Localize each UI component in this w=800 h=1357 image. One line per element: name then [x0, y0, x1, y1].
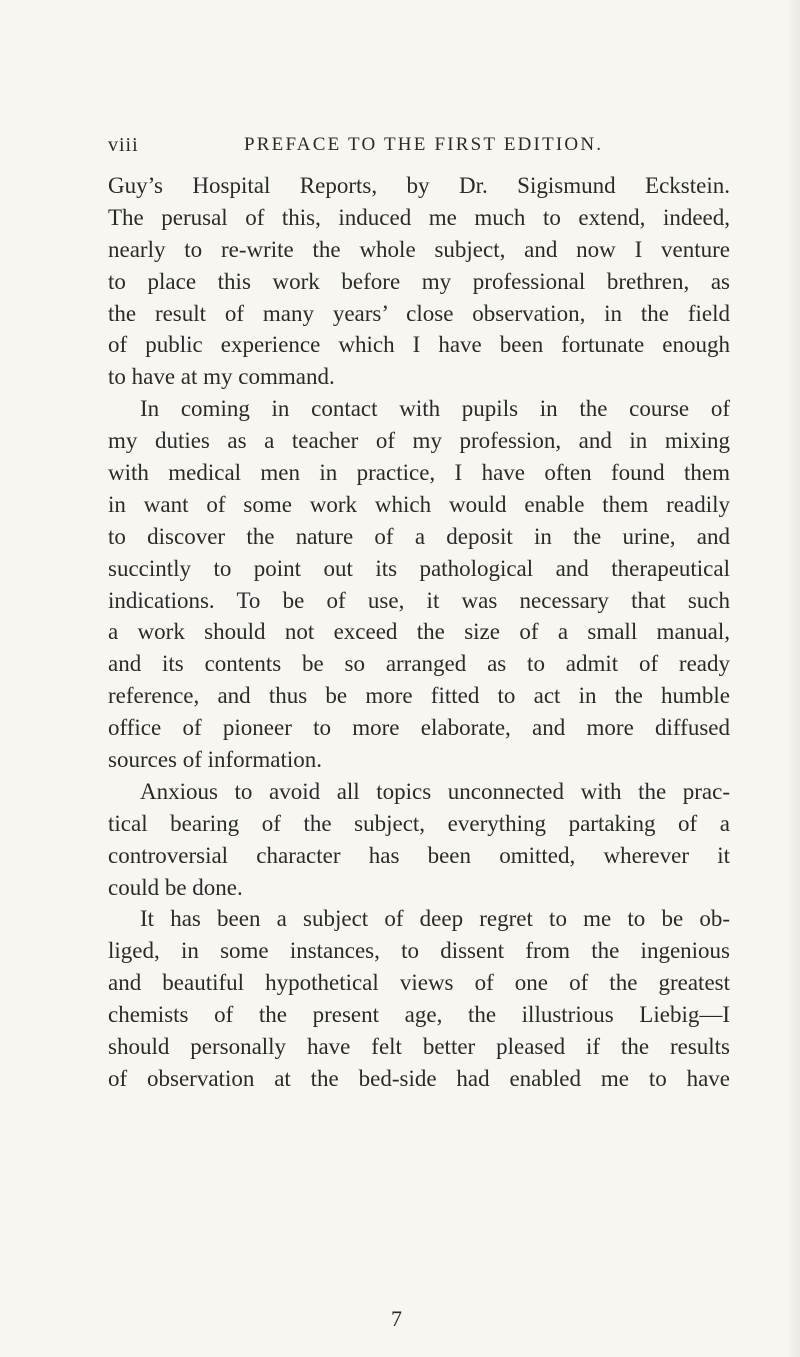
- text-line: Anxious to avoid all topics unconnected with the prac-: [140, 778, 730, 804]
- text-line: controversial character has been omitted, wherever it: [108, 842, 730, 868]
- text-line: should personally have felt better pleased if the results: [108, 1034, 730, 1060]
- text-line: liged, in some instances, to dissent from the ingenious: [108, 938, 730, 964]
- text-line: in want of some work which would enable them readily: [108, 491, 730, 517]
- text-line: succintly to point out its pathological and therapeutical: [108, 555, 730, 581]
- text-line: to have at my command.: [108, 364, 335, 390]
- page-edge-shadow: [786, 0, 800, 1357]
- text-line: It has been a subject of deep regret to me to be ob-: [140, 906, 730, 932]
- page-number: viii: [108, 134, 139, 156]
- body-text: [108, 170, 730, 1095]
- text-line: could be done.: [108, 874, 243, 900]
- text-line: Guy’s Hospital Reports, by Dr. Sigismund Eckstein.: [108, 173, 730, 198]
- text-line: with medical men in practice, I have often found them: [108, 460, 730, 486]
- text-line: and its contents be so arranged as to admit of ready: [108, 651, 730, 677]
- text-line: and beautiful hypothetical views of one of the greatest: [108, 970, 730, 996]
- text-line: The perusal of this, induced me much to extend, indeed,: [108, 204, 730, 230]
- running-title: PREFACE TO THE FIRST EDITION.: [244, 134, 604, 155]
- text-line: of public experience which I have been fortunate enough: [108, 332, 730, 358]
- text-line: to discover the nature of a deposit in the urine, and: [108, 523, 730, 549]
- text-line: sources of information.: [108, 747, 322, 773]
- text-line: the result of many years’ close observation, in the field: [108, 300, 730, 326]
- text-line: In coming in contact with pupils in the course of: [140, 396, 730, 422]
- signature-mark: 7: [391, 1306, 402, 1331]
- text-line: a work should not exceed the size of a small manual,: [108, 619, 730, 645]
- text-line: my duties as a teacher of my profession, and in mixing: [108, 428, 730, 454]
- text-line: office of pioneer to more elaborate, and more diffused: [108, 715, 730, 741]
- text-line: tical bearing of the subject, everything partaking of a: [108, 810, 730, 836]
- text-line: to place this work before my professional brethren, as: [108, 268, 730, 294]
- text-line: nearly to re-write the whole subject, and now I venture: [108, 236, 730, 262]
- text-line: of observation at the bed-side had enabled me to have: [108, 1065, 730, 1091]
- running-head: [108, 134, 718, 164]
- text-line: reference, and thus be more fitted to act in the humble: [108, 683, 730, 709]
- text-line: chemists of the present age, the illustrious Liebig—I: [108, 1002, 730, 1028]
- text-line: indications. To be of use, it was necessary that such: [108, 587, 730, 613]
